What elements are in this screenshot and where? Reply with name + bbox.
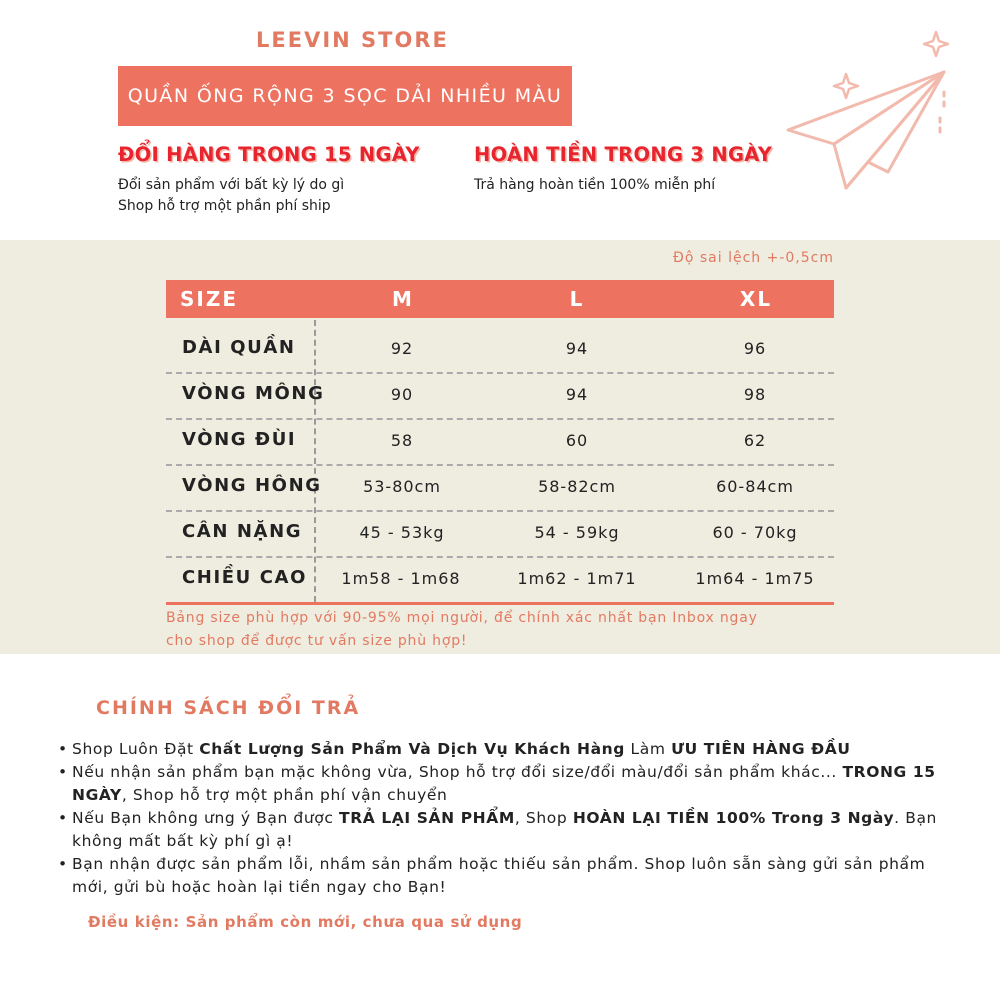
sparkle-icon xyxy=(834,74,858,98)
refund-title: HOÀN TIỀN TRONG 3 NGÀY xyxy=(474,143,773,166)
size-header-l: L xyxy=(569,287,585,311)
list-item xyxy=(58,853,948,899)
bullet-bold-text: TRẢ LẠI SẢN PHẨM xyxy=(339,809,515,827)
table-cell: 60-84cm xyxy=(716,477,794,496)
size-fit-note-line-1: Bảng size phù hợp với 90-95% mọi người, để chính xác nhất bạn Inbox ngay xyxy=(166,610,758,626)
table-row-divider xyxy=(166,372,834,374)
table-cell: 53-80cm xyxy=(363,477,441,496)
table-row-divider xyxy=(166,418,834,420)
table-cell: 60 - 70kg xyxy=(712,523,798,542)
size-table-header xyxy=(166,280,834,318)
bullet-text: , Shop xyxy=(514,809,573,827)
return-policy-title: CHÍNH SÁCH ĐỔI TRẢ xyxy=(96,697,361,719)
row-label-vong-hong: VÒNG HÔNG xyxy=(182,475,322,496)
bullet-text: Nếu nhận sản phẩm bạn mặc không vừa, Shop hỗ trợ đổi size/đổi màu/đổi sản phẩm khác... xyxy=(72,763,843,781)
table-cell: 45 - 53kg xyxy=(359,523,445,542)
bullet-text: Nếu Bạn không ưng ý Bạn được xyxy=(72,809,340,827)
row-label-dai-quan: DÀI QUẦN xyxy=(182,337,296,358)
size-header-m: M xyxy=(392,287,414,311)
table-cell: 58-82cm xyxy=(538,477,616,496)
bullet-text: Làm xyxy=(624,740,672,758)
condition-note: Điều kiện: Sản phẩm còn mới, chưa qua sử dụng xyxy=(88,913,523,931)
table-cell: 96 xyxy=(743,339,767,358)
row-label-can-nang: CÂN NẶNG xyxy=(182,521,303,542)
table-cell: 58 xyxy=(390,431,414,450)
store-name: LEEVIN STORE xyxy=(256,28,449,52)
row-label-vong-mong: VÒNG MÔNG xyxy=(182,383,325,404)
sparkle-icon xyxy=(924,32,948,56)
table-cell: 98 xyxy=(743,385,767,404)
size-header-xl: XL xyxy=(739,287,773,311)
bullet-bold-text: ƯU TIÊN HÀNG ĐẦU xyxy=(671,740,851,758)
refund-line-1: Trả hàng hoàn tiền 100% miễn phí xyxy=(474,177,716,193)
row-label-chieu-cao: CHIỀU CAO xyxy=(182,567,307,588)
paper-plane-icon xyxy=(776,26,976,206)
size-header-label: SIZE xyxy=(180,287,239,311)
table-column-divider xyxy=(314,320,316,602)
return-policy-list xyxy=(58,738,948,899)
product-title: QUẦN ỐNG RỘNG 3 SỌC DẢI NHIỀU MÀU xyxy=(127,85,563,107)
tolerance-note: Độ sai lệch +-0,5cm xyxy=(673,250,834,266)
exchange-line-2: Shop hỗ trợ một phần phí ship xyxy=(118,198,331,214)
table-cell: 1m64 - 1m75 xyxy=(695,569,815,588)
table-cell: 94 xyxy=(565,385,589,404)
bullet-text: Shop Luôn Đặt xyxy=(72,740,200,758)
table-row-divider xyxy=(166,510,834,512)
table-row-divider xyxy=(166,556,834,558)
bullet-text: Bạn nhận được sản phẩm lỗi, nhầm sản phẩm hoặc thiếu sản phẩm. Shop luôn sẵn sàng gửi sản phẩm mới, gửi bù hoặc hoàn lại tiền ngay cho Bạn! xyxy=(72,855,926,896)
table-cell: 94 xyxy=(565,339,589,358)
table-cell: 1m58 - 1m68 xyxy=(341,569,461,588)
exchange-line-1: Đổi sản phẩm với bất kỳ lý do gì xyxy=(118,177,345,193)
exchange-title: ĐỔI HÀNG TRONG 15 NGÀY xyxy=(118,143,420,166)
table-cell: 90 xyxy=(390,385,414,404)
table-bottom-border xyxy=(166,602,834,605)
table-cell: 92 xyxy=(390,339,414,358)
size-fit-note-line-2: cho shop để được tư vấn size phù hợp! xyxy=(166,633,468,649)
list-item xyxy=(58,738,948,761)
row-label-vong-dui: VÒNG ĐÙI xyxy=(182,429,297,450)
bullet-text: , Shop hỗ trợ một phần phí vận chuyển xyxy=(121,786,448,804)
product-title-banner xyxy=(118,66,572,126)
list-item xyxy=(58,761,948,807)
bullet-bold-text: Chất Lượng Sản Phẩm Và Dịch Vụ Khách Hàng xyxy=(199,740,625,758)
table-row-divider xyxy=(166,464,834,466)
bullet-text: . Bạn không mất bất kỳ phí gì ạ! xyxy=(72,809,937,850)
bullet-bold-text: HOÀN LẠI TIỀN 100% Trong 3 Ngày xyxy=(572,809,895,827)
table-cell: 60 xyxy=(565,431,589,450)
table-cell: 62 xyxy=(743,431,767,450)
bullet-bold-text: TRONG 15 NGÀY xyxy=(72,763,936,804)
list-item xyxy=(58,807,948,853)
table-cell: 1m62 - 1m71 xyxy=(517,569,637,588)
table-cell: 54 - 59kg xyxy=(534,523,620,542)
